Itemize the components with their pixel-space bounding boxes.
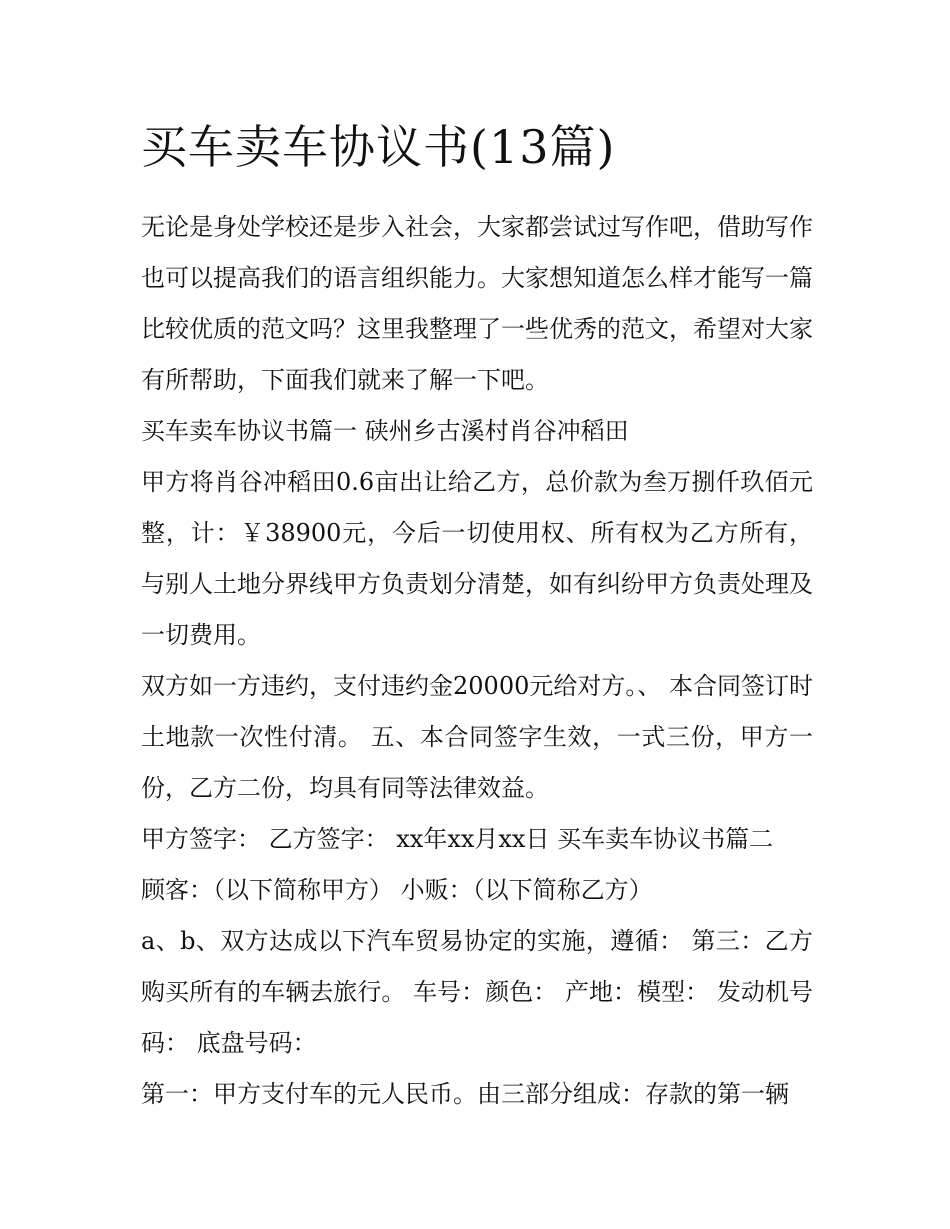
section-heading-1: 买车卖车协议书篇一 硖州乡古溪村肖谷冲稻田 [141, 417, 629, 445]
parties-line: 顾客：（以下简称甲方） 小贩：（以下简称乙方） [141, 876, 653, 904]
paragraph-vehicle-info: a、b、双方达成以下汽车贸易协定的实施，遵循： 第三：乙方购买所有的车辆去旅行。 车号：颜色： 产地：模型： 发动机号码： 底盘号码： [141, 927, 813, 1057]
document-title: 买车卖车协议书(13篇) [141, 120, 616, 174]
paragraph-breach-terms: 双方如一方违约，支付违约金20000元给对方。、 本合同签订时土地款一次性付清。 五、本合同签字生效，一式三份，甲方一份，乙方二份，均具有同等法律效益。 [141, 672, 813, 802]
signature-line: 甲方签字： 乙方签字： xx年xx月xx日 买车卖车协议书篇二 [141, 825, 774, 853]
paragraph-payment: 第一：甲方支付车的元人民币。由三部分组成：存款的第一辆 [141, 1080, 789, 1108]
document-page [141, 112, 813, 1120]
paragraph-transfer-terms: 甲方将肖谷冲稻田0.6亩出让给乙方，总价款为叁万捌仟玖佰元整，计：￥38900元，今后一切使用权、所有权为乙方所有，与别人土地分界线甲方负责划分清楚，如有纠纷甲方负责处理及一切费用。 [141, 468, 813, 649]
intro-paragraph: 无论是身处学校还是步入社会，大家都尝试过写作吧，借助写作也可以提高我们的语言组织能力。大家想知道怎么样才能写一篇比较优质的范文吗？这里我整理了一些优秀的范文，希望对大家有所帮助，下面我们就来了解一下吧。 [141, 213, 813, 394]
